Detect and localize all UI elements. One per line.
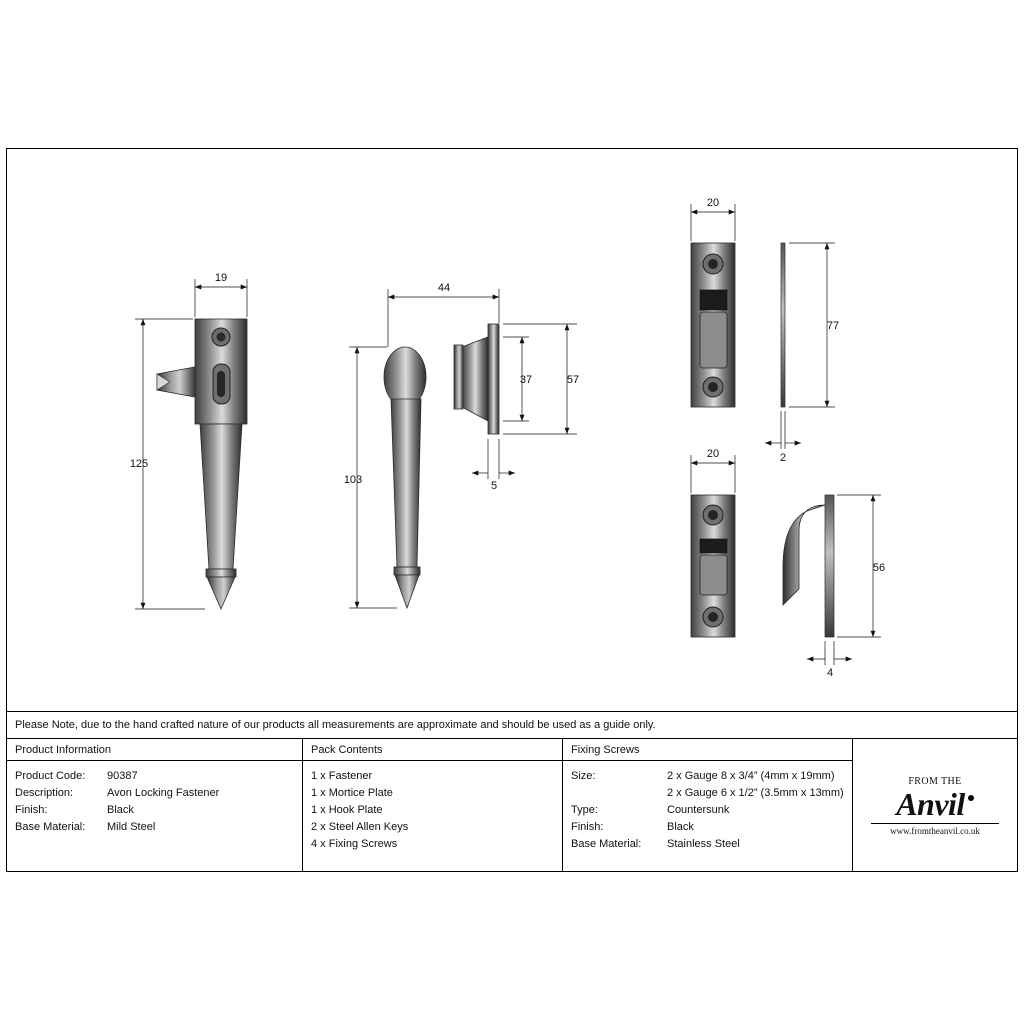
logo-top-line [908, 776, 961, 787]
fastener-front-view [130, 272, 247, 609]
dim-57-side: 57 [566, 374, 580, 386]
dim-20-mortice: 20 [706, 197, 720, 209]
measurement-note [7, 711, 1017, 738]
info-table [7, 738, 1017, 871]
measurement-note-text: Please Note, due to the hand crafted nature of our products all measurements are approximate and should be used as a guide only. [15, 719, 656, 731]
screw-base-material-row [571, 836, 844, 853]
screw-size-row-2 [571, 785, 844, 802]
fastener-side-view [344, 282, 579, 608]
screw-type-row [571, 802, 844, 819]
screw-size-label-2 [571, 785, 667, 802]
brand-logo-column [853, 739, 1017, 871]
pack-contents-item: 1 x Fastener [311, 770, 373, 782]
anvil-dot-icon [968, 795, 974, 801]
pack-contents-heading: Pack Contents [303, 739, 562, 761]
dim-20-hook: 20 [706, 448, 720, 460]
screw-type-label: Type: [571, 804, 598, 816]
drawing-sheet [6, 148, 1018, 872]
dim-56-hook: 56 [872, 562, 886, 574]
product-code-row [15, 768, 294, 785]
pack-contents-column [303, 739, 563, 871]
mortice-plate-view [691, 197, 839, 464]
product-information-column [7, 739, 303, 871]
pack-contents-item: 1 x Hook Plate [311, 804, 383, 816]
dim-103-side: 103 [343, 474, 363, 486]
logo-url: www.fromtheanvil.co.uk [890, 825, 980, 836]
screw-finish-row [571, 819, 844, 836]
dim-44-side: 44 [437, 282, 451, 294]
pack-contents-item: 2 x Steel Allen Keys [311, 821, 409, 833]
base-material-row [15, 819, 294, 836]
description-value: Avon Locking Fastener [107, 787, 220, 799]
screw-finish-value: Black [667, 821, 694, 833]
pack-contents-item: 1 x Mortice Plate [311, 787, 393, 799]
dim-19-front: 19 [214, 272, 228, 284]
product-information-heading: Product Information [7, 739, 302, 761]
screw-finish-label: Finish: [571, 821, 604, 833]
dim-37-side: 37 [519, 374, 533, 386]
finish-row [15, 802, 294, 819]
logo-divider [871, 823, 999, 824]
screw-base-material-label: Base Material: [571, 838, 642, 850]
dim-4-hook: 4 [826, 667, 834, 679]
screw-base-material-value: Stainless Steel [667, 838, 740, 850]
base-material-value: Mild Steel [107, 821, 156, 833]
logo-wordmark-text: Anvil [896, 785, 965, 822]
dim-77-mortice: 77 [826, 320, 840, 332]
product-code-label: Product Code: [15, 770, 86, 782]
finish-label: Finish: [15, 804, 48, 816]
product-code-value: 90387 [107, 770, 138, 782]
screw-size-label: Size: [571, 770, 596, 782]
dim-125-front: 125 [129, 458, 149, 470]
screw-size-value: 2 x Gauge 8 x 3/4” (4mm x 19mm) [667, 770, 835, 782]
base-material-label: Base Material: [15, 821, 86, 833]
screw-size-value-2: 2 x Gauge 6 x 1/2” (3.5mm x 13mm) [667, 787, 844, 799]
screw-type-value: Countersunk [667, 804, 730, 816]
description-row [15, 785, 294, 802]
logo-wordmark [896, 787, 974, 821]
hook-plate-view [691, 448, 885, 679]
from-the-anvil-logo [853, 739, 1017, 872]
pack-contents-item: 4 x Fixing Screws [311, 838, 398, 850]
fixing-screws-heading: Fixing Screws [563, 739, 852, 761]
finish-value: Black [107, 804, 134, 816]
fixing-screws-column [563, 739, 853, 871]
description-label: Description: [15, 787, 74, 799]
screw-size-row [571, 768, 844, 785]
dim-2-mortice: 2 [779, 452, 787, 464]
dim-5-side: 5 [490, 480, 498, 492]
logo-top-text: FROM THE [908, 775, 962, 787]
technical-drawing [7, 149, 1017, 709]
